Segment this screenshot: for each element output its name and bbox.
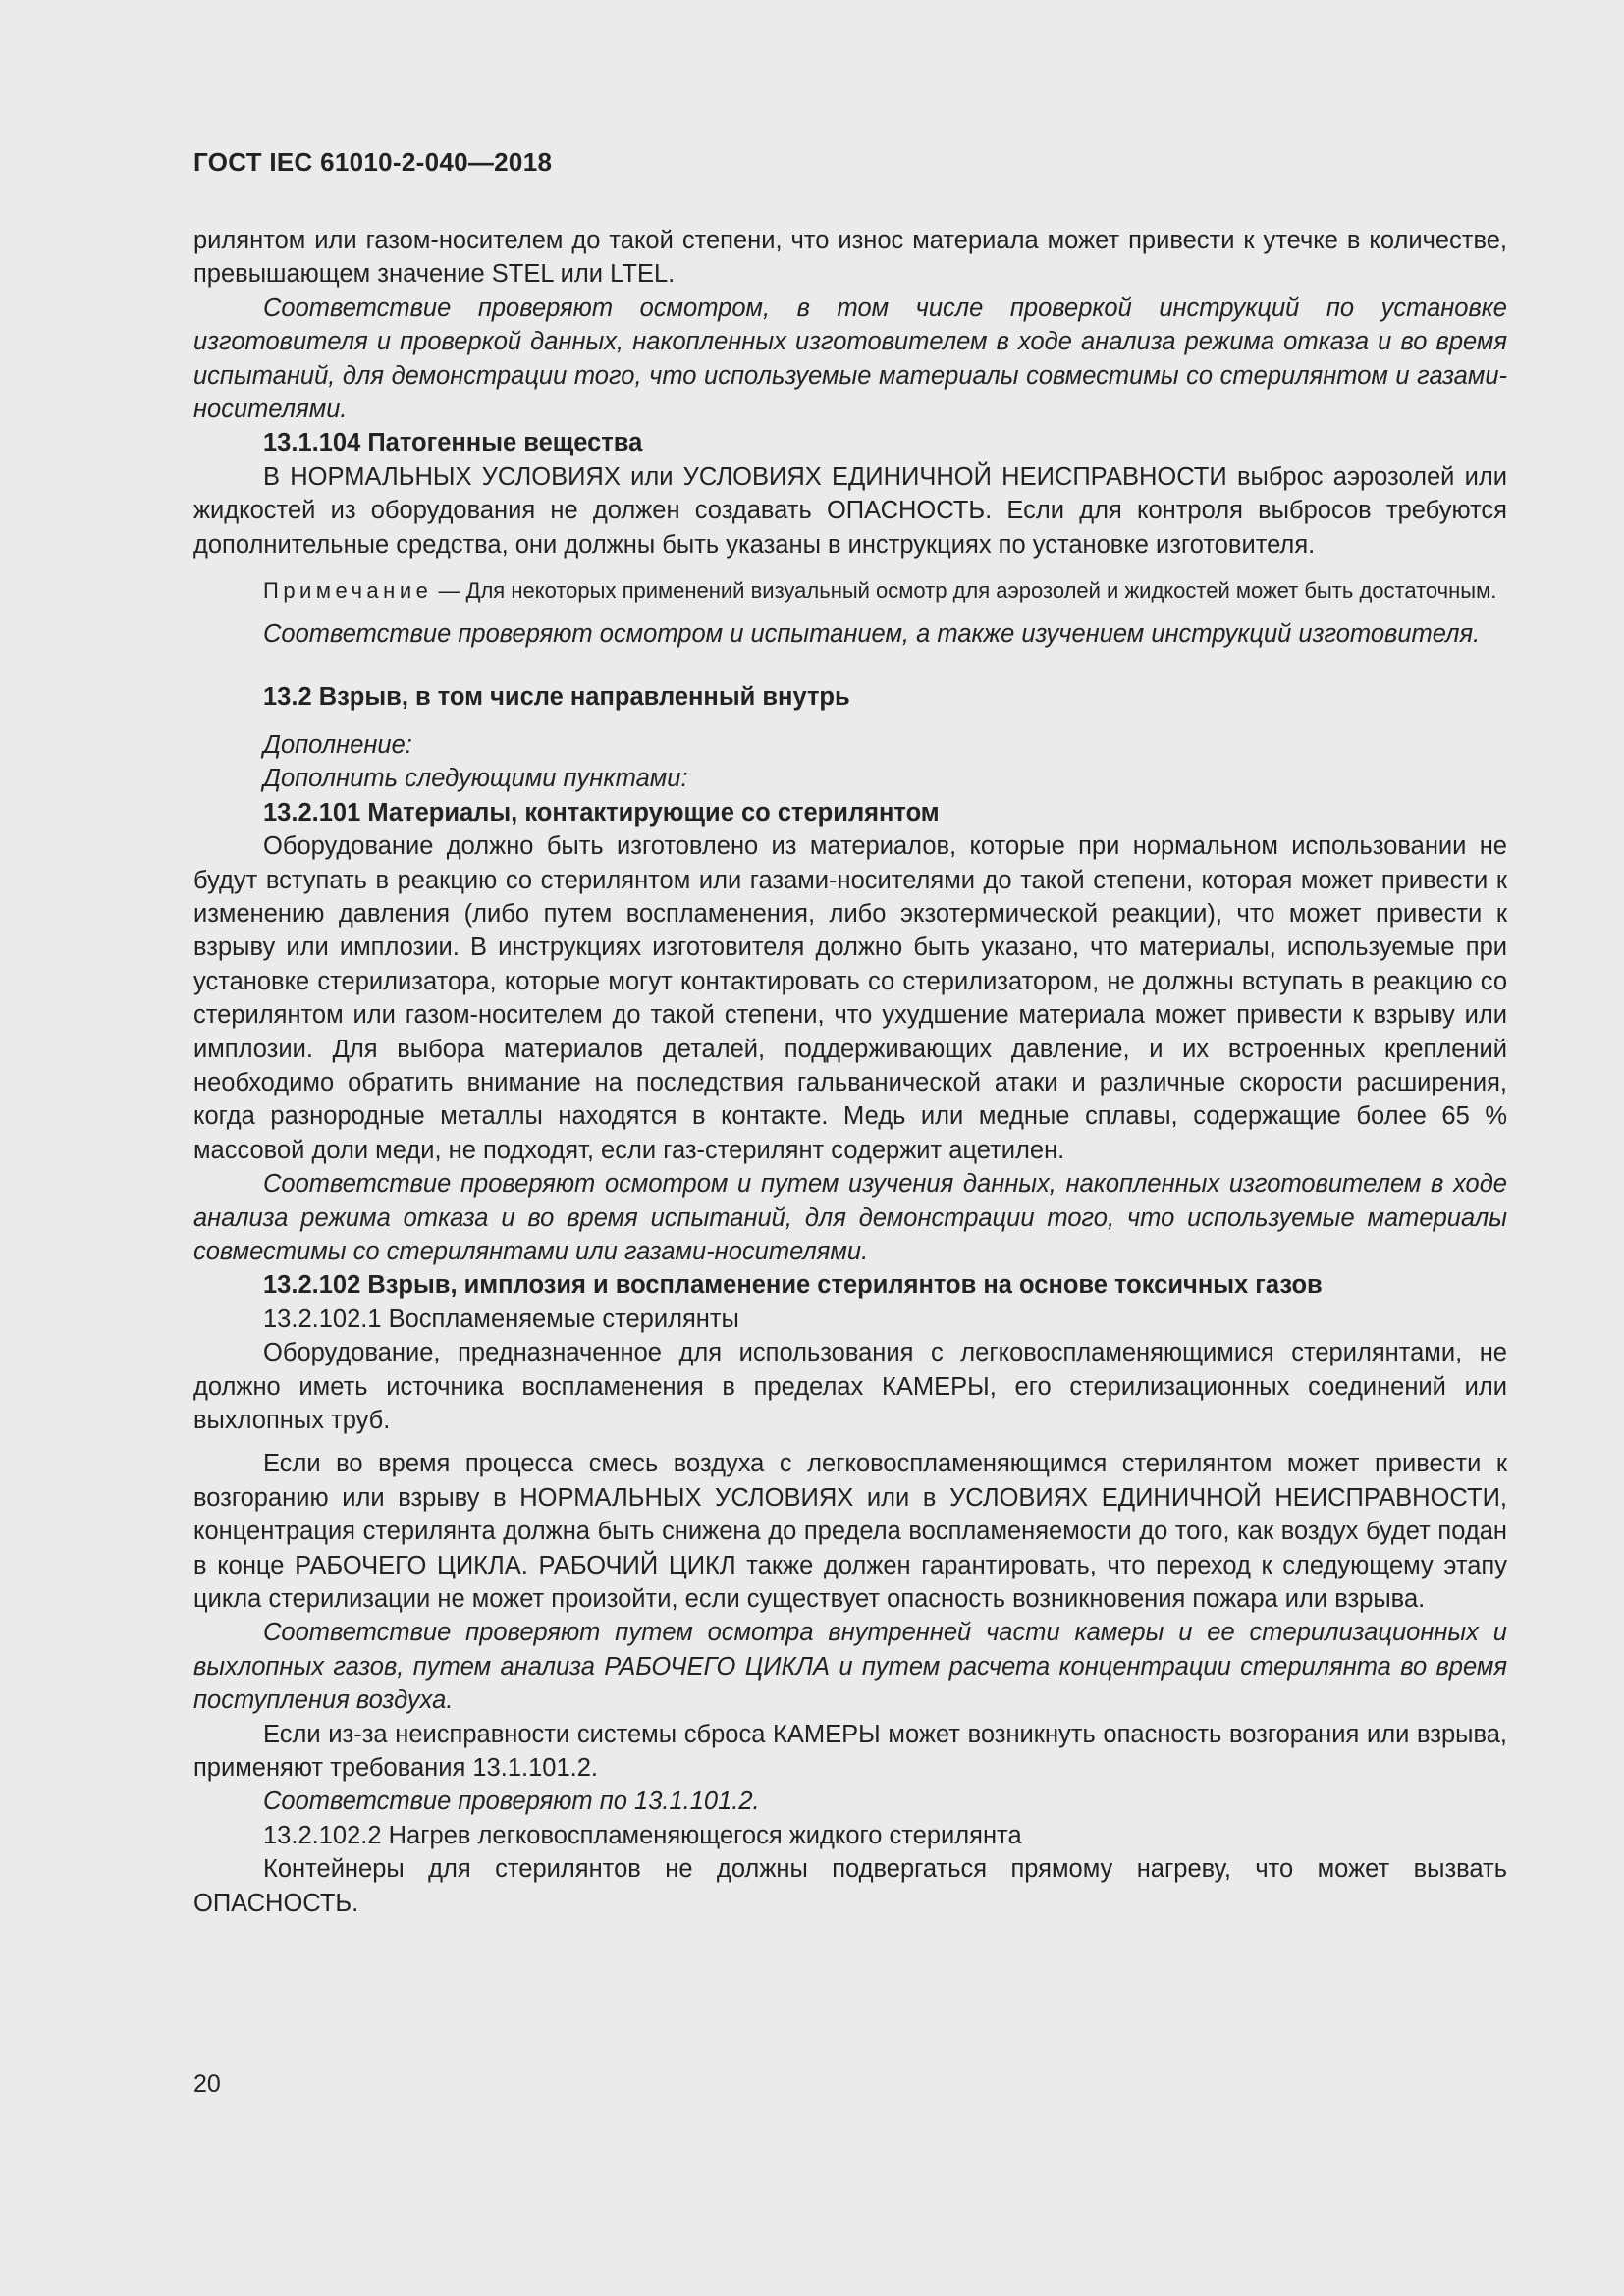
compliance-note: Соответствие проверяют осмотром и испытанием, а также изучением инструкций изготовителя.: [263, 620, 1481, 649]
paragraph-flammable-process: Если во время процесса смесь воздуха с легковоспламеняющимся стерилянтом может привести к возгоранию или взрыву в НОРМАЛЬНЫХ УСЛОВИЯХ или в УСЛОВИЯХ ЕДИНИЧНОЙ НЕИСПРАВНОСТИ, концентрация стерилянта должна быть снижена до предела воспламеняемости до того, как воздух будет подан в конце РАБОЧЕГО ЦИКЛА. РАБОЧИЙ ЦИКЛ также должен гарантировать, что переход к следующему этапу цикла стерилизации не может произойти, если существует опасность возникновения пожара или взрыва.: [193, 1450, 1507, 1614]
section-heading-13-2: 13.2 Взрыв, в том числе направленный внутрь: [263, 683, 850, 712]
compliance-note: Соответствие проверяют путем осмотра внутренней части камеры и ее стерилизационных и выхлопных газов, путем анализа РАБОЧЕГО ЦИКЛА и путем расчета концентрации стерилянта во время поступления воздуха.: [193, 1619, 1507, 1715]
addition-label: Дополнение:: [263, 730, 412, 759]
compliance-note: Соответствие проверяют осмотром, в том числе проверкой инструкций по установке изготовителя и проверкой данных, накопленных изготовителем в ходе анализа режима отказа и во время испытаний, для демонстрации того, что используемые материалы совместимы со стерилянтом и газами-носителями.: [193, 294, 1507, 424]
paragraph-containers: Контейнеры для стерилянтов не должны подвергаться прямому нагреву, что может вызвать ОПАСНОСТЬ.: [193, 1855, 1507, 1917]
section-heading-13-1-104: 13.1.104 Патогенные вещества: [263, 429, 643, 457]
paragraph-continuation: рилянтом или газом-носителем до такой степени, что износ материала может привести к утечке в количестве, превышающем значение STEL или LTEL.: [193, 227, 1507, 289]
page-number: 20: [193, 2070, 221, 2098]
compliance-note: Соответствие проверяют по 13.1.101.2.: [263, 1788, 760, 1816]
subsection-heading-13-2-102-1: 13.2.102.1 Воспламеняемые стерилянты: [263, 1305, 739, 1333]
document-header: ГОСТ IEC 61010-2-040—2018: [193, 147, 553, 177]
paragraph-flammable-equipment: Оборудование, предназначенное для использования с легковоспламеняющимися стерилянтами, не должно иметь источника воспламенения в пределах КАМЕРЫ, его стерилизационных соединений или выхлопных труб.: [193, 1339, 1507, 1434]
document-body: [193, 224, 1507, 1920]
section-heading-13-2-102: 13.2.102 Взрыв, имплозия и воспламенение стерилянтов на основе токсичных газов: [263, 1271, 1323, 1300]
section-heading-13-2-101: 13.2.101 Материалы, контактирующие со стерилянтом: [263, 798, 940, 827]
note-text: — Для некоторых применений визуальный осмотр для аэрозолей и жидкостей может быть достаточным.: [432, 578, 1497, 604]
paragraph-pathogens: В НОРМАЛЬНЫХ УСЛОВИЯХ или УСЛОВИЯХ ЕДИНИЧНОЙ НЕИСПРАВНОСТИ выброс аэрозолей или жидкостей из оборудования не должен создавать ОПАСНОСТЬ. Если для контроля выбросов требуются дополнительные средства, они должны быть указаны в инструкциях по установке изготовителя.: [193, 462, 1507, 559]
paragraph-chamber-release: Если из-за неисправности системы сброса КАМЕРЫ может возникнуть опасность возгорания или взрыва, применяют требования 13.1.101.2.: [193, 1720, 1507, 1783]
compliance-note: Соответствие проверяют осмотром и путем изучения данных, накопленных изготовителем в ходе анализа режима отказа и во время испытаний, для демонстрации того, что используемые материалы совместимы со стерилянтами или газами-носителями.: [193, 1170, 1507, 1265]
note-label: Примечание: [263, 578, 433, 604]
addition-instruction: Дополнить следующими пунктами:: [263, 765, 688, 793]
paragraph-materials: Оборудование должно быть изготовлено из материалов, которые при нормальном использовании не будут вступать в реакцию со стерилянтом или газами-носителями до такой степени, которая может привести к изменению давления (либо путем воспламенения, либо экзотермической реакции), что может привести к взрыву или имплозии. В инструкциях изготовителя должно быть указано, что материалы, используемые при установке стерилизатора, которые могут контактировать со стерилизатором, не должны вступать в реакцию со стерилянтом или газом-носителем до такой степени, что ухудшение материала может привести к взрыву или имплозии. Для выбора материалов деталей, поддерживающих давление, и их встроенных креплений необходимо обратить внимание на последствия гальванической атаки и различные скорости расширения, когда разнородные металлы находятся в контакте. Медь или медные сплавы, содержащие более 65 % массовой доли меди, не подходят, если газ-стерилянт содержит ацетилен.: [193, 832, 1507, 1164]
subsection-heading-13-2-102-2: 13.2.102.2 Нагрев легковоспламеняющегося жидкого стерилянта: [263, 1821, 1022, 1849]
note-paragraph: [193, 575, 1507, 606]
